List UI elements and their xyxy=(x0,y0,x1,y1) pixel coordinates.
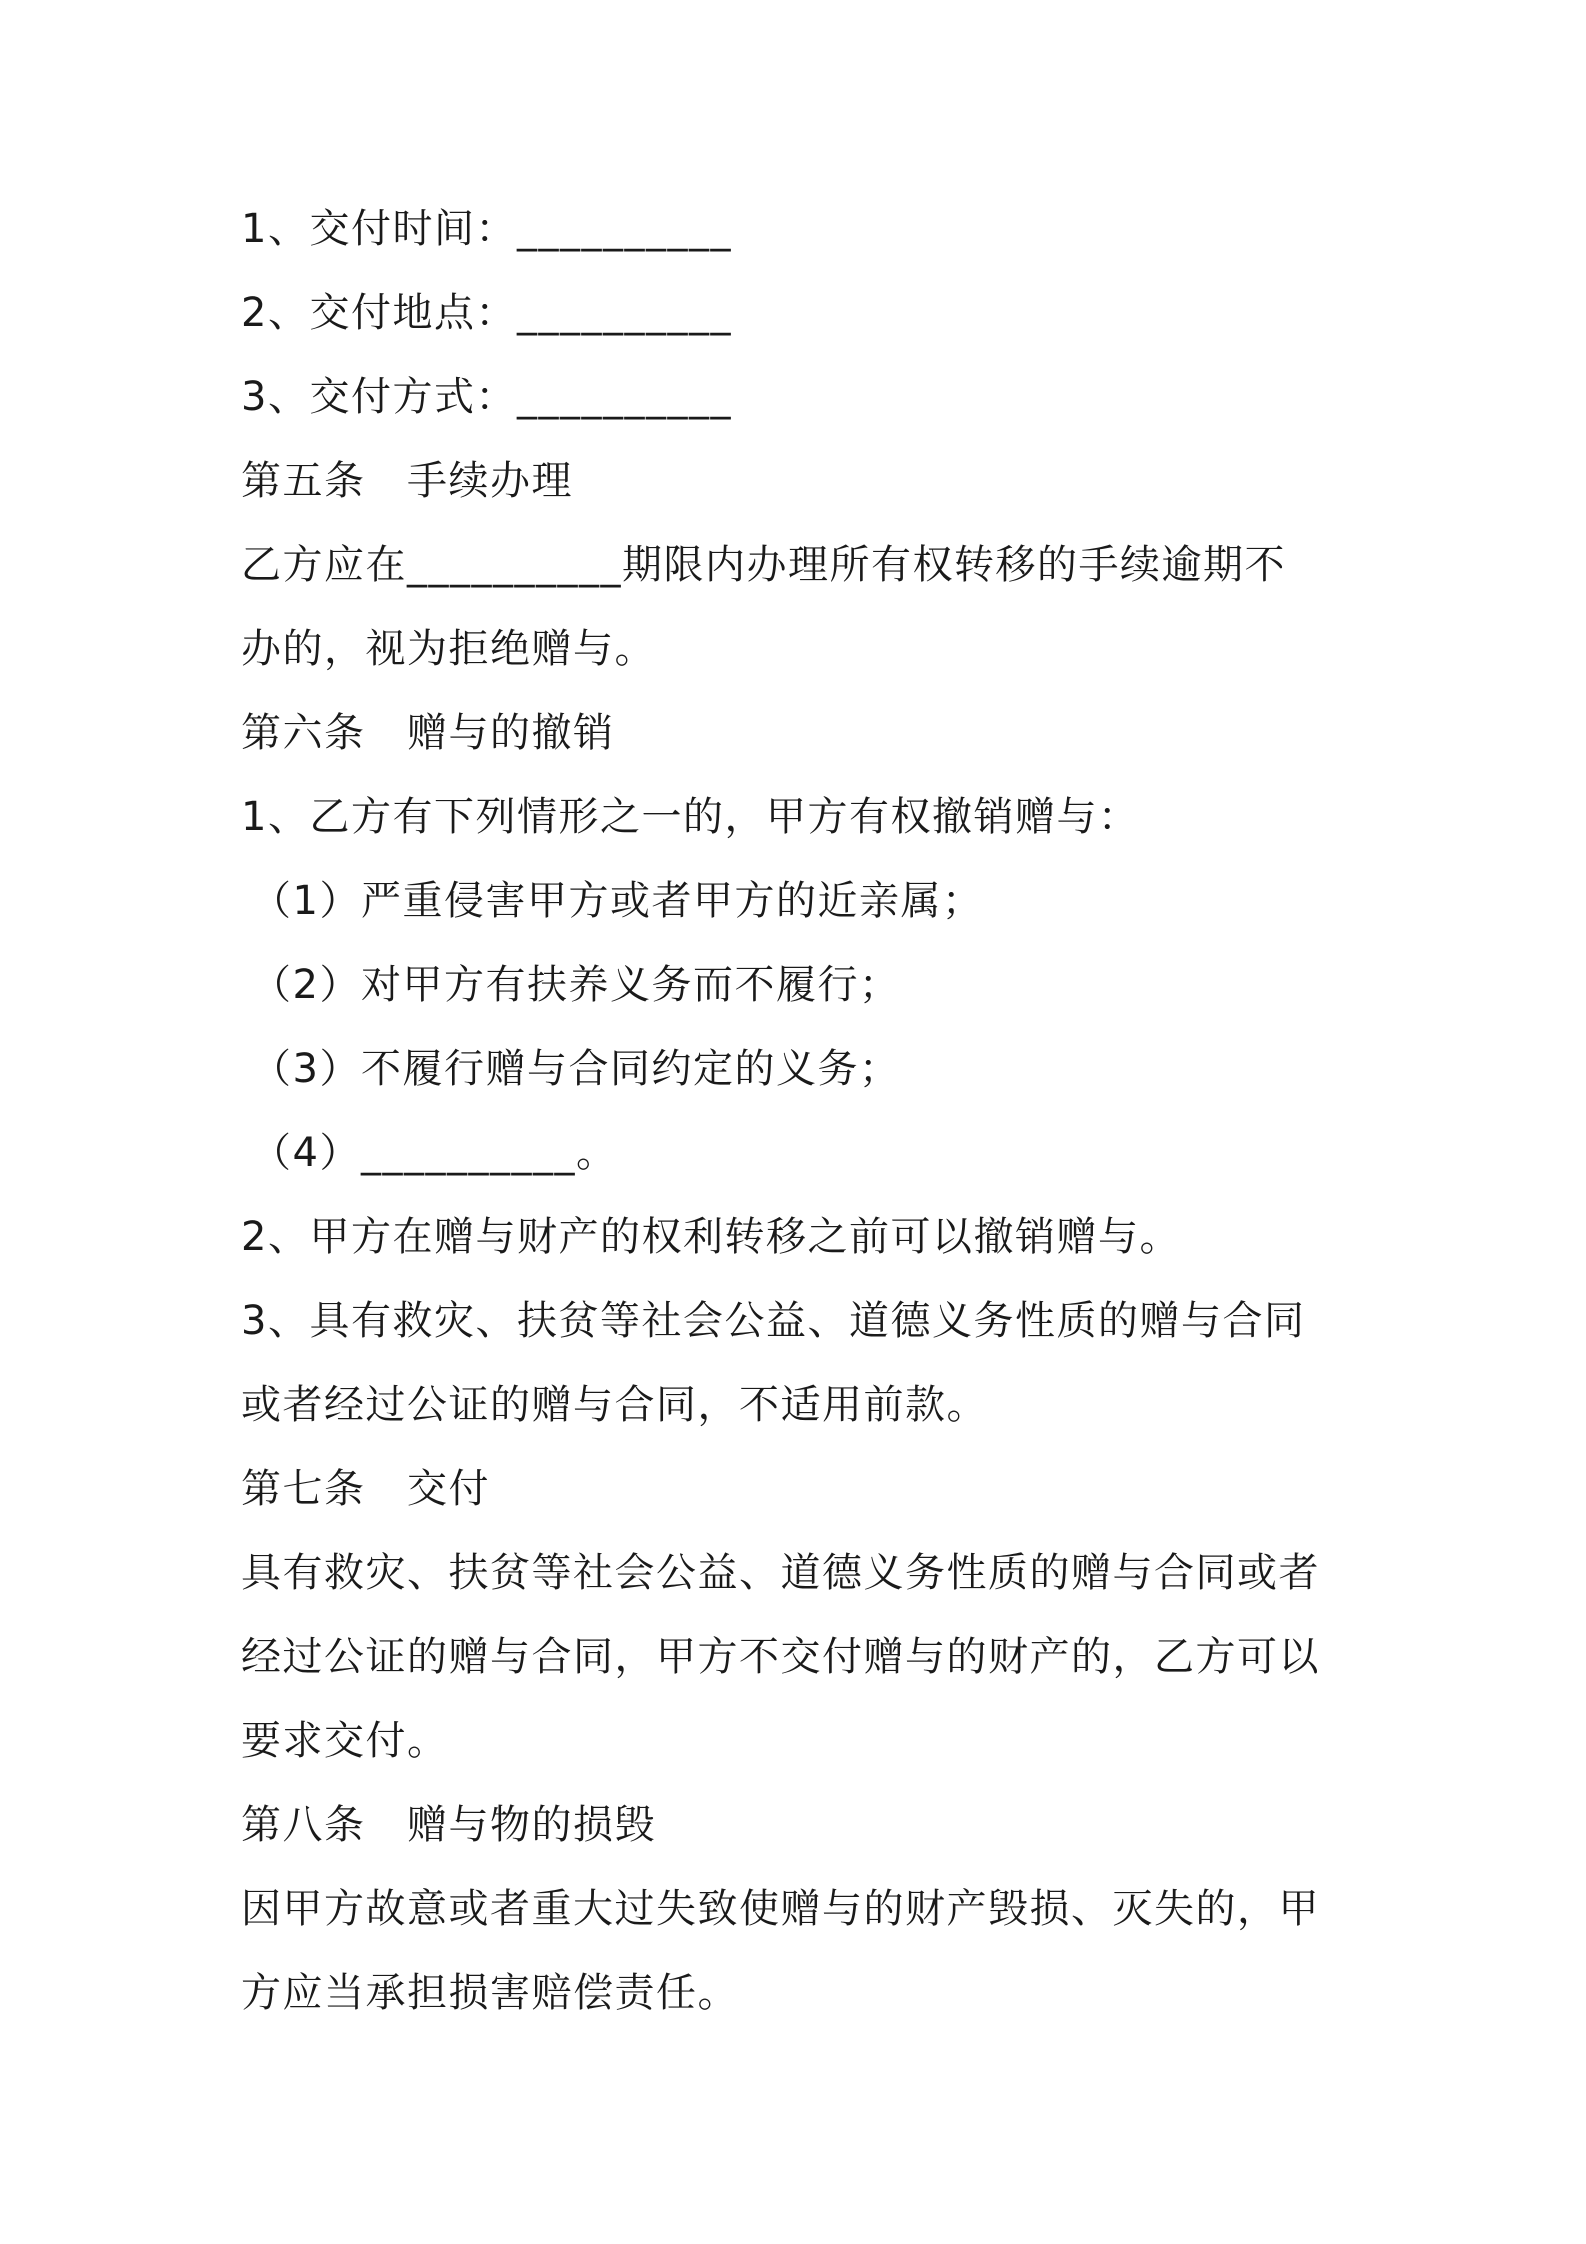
article-6-clause-3-line-2: 或者经过公证的赠与合同，不适用前款。 xyxy=(241,1382,988,1428)
article-6-clause-1: 1、乙方有下列情形之一的，甲方有权撤销赠与： xyxy=(241,794,1140,840)
article-8-text-line-1: 因甲方故意或者重大过失致使赠与的财产毁损、灭失的，甲 xyxy=(241,1886,1320,1932)
delivery-time-line: 1、交付时间：__________ xyxy=(241,206,732,252)
delivery-method-line: 3、交付方式：__________ xyxy=(241,374,732,420)
article-7-text-line-3: 要求交付。 xyxy=(241,1718,449,1764)
article-6-item-3: （3）不履行赠与合同约定的义务； xyxy=(251,1046,901,1092)
article-6-item-1: （1）严重侵害甲方或者甲方的近亲属； xyxy=(251,878,984,924)
article-6-clause-2: 2、甲方在赠与财产的权利转移之前可以撤销赠与。 xyxy=(241,1214,1181,1260)
article-7-heading: 第七条 交付 xyxy=(241,1466,490,1512)
document-body xyxy=(241,201,1361,2049)
article-7-text-line-1: 具有救灾、扶贫等社会公益、道德义务性质的赠与合同或者 xyxy=(241,1550,1320,1596)
article-8-heading: 第八条 赠与物的损毁 xyxy=(241,1802,656,1848)
article-8-text-line-2: 方应当承担损害赔偿责任。 xyxy=(241,1970,739,2016)
article-5-text-line-2: 办的，视为拒绝赠与。 xyxy=(241,626,656,672)
article-5-heading: 第五条 手续办理 xyxy=(241,458,573,504)
article-6-heading: 第六条 赠与的撤销 xyxy=(241,710,615,756)
article-5-text-line-1: 乙方应在__________期限内办理所有权转移的手续逾期不 xyxy=(241,542,1286,588)
article-6-item-2: （2）对甲方有扶养义务而不履行； xyxy=(251,962,901,1008)
article-6-item-4: （4）__________。 xyxy=(251,1130,618,1176)
article-7-text-line-2: 经过公证的赠与合同，甲方不交付赠与的财产的，乙方可以 xyxy=(241,1634,1320,1680)
article-6-clause-3-line-1: 3、具有救灾、扶贫等社会公益、道德义务性质的赠与合同 xyxy=(241,1298,1306,1344)
delivery-place-line: 2、交付地点：__________ xyxy=(241,290,732,336)
